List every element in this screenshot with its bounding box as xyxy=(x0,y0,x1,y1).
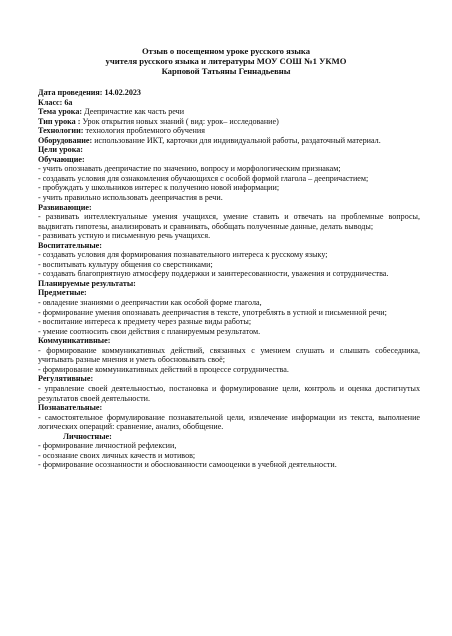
developing-heading: Развивающие: xyxy=(38,202,92,212)
subject-item: - воспитание интереса к предмету через разные виды работы; xyxy=(38,317,252,327)
developing-item: - развивать интеллектуальные умения учащихся, умение ставить и отвечать на проблемные вопросы, выдвигать гипотезы, анализировать и сравнивать, обобщать полученные данные, делать выводы; xyxy=(38,212,420,231)
developing-item: - развивать устную и письменную речь учащихся. xyxy=(38,231,211,241)
date-row xyxy=(38,88,420,98)
topic-label: Тема урока: xyxy=(38,107,83,117)
date-label: Дата проведения: xyxy=(38,88,103,97)
class-row xyxy=(38,98,420,108)
personal-item: - осознание своих личных качеств и мотивов; xyxy=(38,450,196,460)
reg-item: - управление своей деятельностью, постановка и формулирование цели, контроль и оценка достигнутых результатов своей деятельности. xyxy=(38,383,420,403)
cog-heading: Познавательные: xyxy=(38,403,103,413)
reg-heading: Регулятивные: xyxy=(38,374,94,384)
type-label: Тип урока : xyxy=(38,116,81,126)
type-row xyxy=(38,117,420,127)
teaching-heading: Обучающие: xyxy=(38,154,85,164)
teaching-item: - учить опознавать деепричастие по значению, вопросу и морфологическим признакам; xyxy=(38,164,341,174)
teaching-item: - пробуждать у школьников интерес к получению новой информации; xyxy=(38,183,280,193)
equipment-row xyxy=(38,136,420,146)
tech-value: технология проблемного обучения xyxy=(85,126,205,136)
comm-item: - формирование коммуникативных действий, связанных с умением слушать и слышать собеседника, учитывать разные мнения и уметь обосновывать своё; xyxy=(38,345,420,365)
teaching-item: - создавать условия для ознакомления обучающихся с особой формой глагола – деепричастием; xyxy=(38,173,369,183)
class-label: Класс: xyxy=(38,97,63,107)
personal-item: - формирование личностной рефлексии, xyxy=(38,441,177,451)
comm-item: - формирование коммуникативных действий в процессе сотрудничества. xyxy=(38,364,289,374)
results-heading: Планируемые результаты: xyxy=(38,278,136,288)
topic-row xyxy=(38,107,420,117)
personal-item: - формирование осознанности и обоснованности самооценки в учебной деятельности. xyxy=(38,460,337,470)
equipment-value: использование ИКТ, карточки для индивидуальной работы, раздаточный материал. xyxy=(94,135,381,145)
subject-item: - формирование умения опознавать деепричастия в тексте, употреблять в устной и письменной речи; xyxy=(38,307,387,317)
upbringing-item: - воспитывать культуру общения со сверстниками; xyxy=(38,259,213,269)
upbringing-item: - создавать условия для формирования познавательного интереса к русскому языку; xyxy=(38,250,328,260)
comm-heading: Коммуникативные: xyxy=(38,336,111,346)
title-line-1: Отзыв о посещенном уроке русского языка xyxy=(141,46,311,56)
upbringing-item: - создавать благоприятную атмосферу поддержки и заинтересованности, уважения и сотрудничества. xyxy=(38,269,389,279)
personal-heading: Личностные: xyxy=(63,431,112,441)
equipment-label: Оборудование: xyxy=(38,135,93,145)
class-value: 6а xyxy=(64,97,73,107)
subject-item: - умение соотносить свои действия с планируемым результатом. xyxy=(38,326,261,336)
goals-heading: Цели урока: xyxy=(38,145,83,155)
type-value: Урок открытия новых знаний ( вид: урок– исследование) xyxy=(82,116,279,126)
date-value: 14.02.2023 xyxy=(104,88,141,97)
teaching-item: - учить правильно использовать деепричастия в речи. xyxy=(38,193,223,203)
tech-row xyxy=(38,126,420,136)
cog-item: - самостоятельное формулирование познавательной цели, извлечение информации из текста, выполнение логических операций: сравнение, анализ, обобщение. xyxy=(38,412,420,432)
subject-heading: Предметные: xyxy=(38,288,87,298)
topic-value: Деепричастие как часть речи xyxy=(84,107,185,117)
tech-label: Технологии: xyxy=(38,126,84,136)
subject-item: - овладение знаниями о деепричастии как особой форме глагола, xyxy=(38,298,262,308)
title-line-2: учителя русского языка и литературы МОУ СОШ №1 УКМО xyxy=(105,56,347,66)
document-body xyxy=(38,88,420,470)
title-line-3: Карповой Татьяны Геннадьевны xyxy=(161,66,291,76)
upbringing-heading: Воспитательные: xyxy=(38,240,102,250)
